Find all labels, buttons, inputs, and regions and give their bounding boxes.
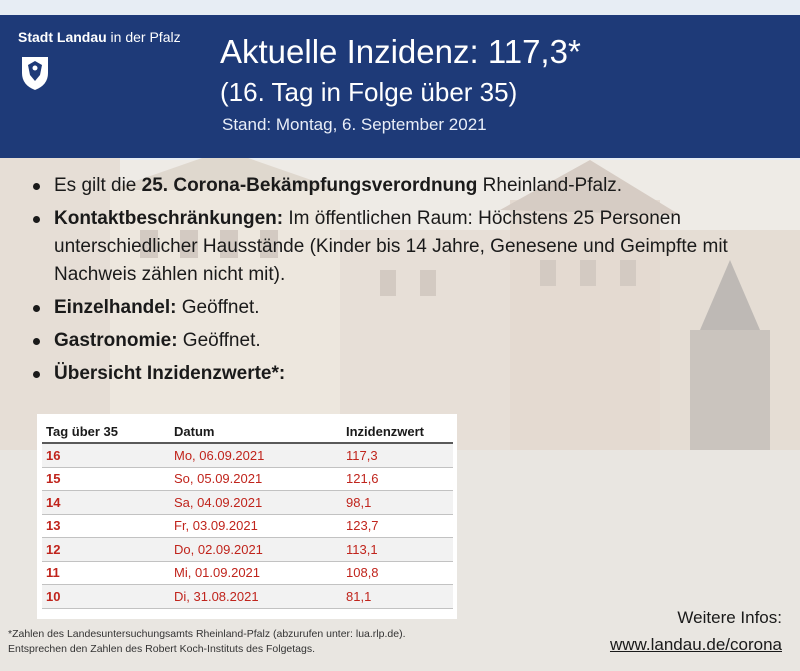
item-bold: Gastronomie: (54, 330, 178, 351)
incidence-table-card (37, 414, 457, 619)
table-row (42, 514, 453, 538)
cell-date: So, 05.09.2021 (170, 467, 342, 491)
cell-day: 10 (42, 585, 170, 609)
footnote-line: Entsprechen den Zahlen des Robert Koch-Instituts des Folgetags. (8, 643, 316, 655)
cell-date: Sa, 04.09.2021 (170, 491, 342, 515)
list-item (0, 205, 790, 289)
list-item (0, 294, 790, 322)
date-stamp: Stand: Montag, 6. September 2021 (222, 115, 487, 134)
footnote-line: *Zahlen des Landesuntersuchungsamts Rheinland-Pfalz (abzurufen unter: lua.rlp.de). (8, 628, 406, 640)
table-row (42, 491, 453, 515)
brand-rest: in der Pfalz (106, 29, 181, 45)
cell-date: Mo, 06.09.2021 (170, 443, 342, 467)
header-banner (0, 15, 800, 158)
page-subtitle: (16. Tag in Folge über 35) (220, 77, 518, 107)
cell-value: 113,1 (342, 538, 453, 562)
cell-date: Di, 31.08.2021 (170, 585, 342, 609)
item-text: Im öffentlichen Raum: Höchstens 25 Personen unterschiedlicher Hausstände (Kinder bis 14 Jahre, Genesene und Geimpfte mit Nachweis zählen nicht mit). (54, 208, 728, 285)
more-info-link[interactable]: www.landau.de/corona (609, 635, 782, 654)
header-cell-value: Inzidenzwert (342, 420, 453, 443)
list-item (0, 360, 790, 388)
item-bold: Kontaktbeschränkungen: (54, 208, 284, 229)
cell-day: 12 (42, 538, 170, 562)
cell-value: 108,8 (342, 561, 453, 585)
more-info (610, 604, 782, 658)
source-footnote (8, 627, 508, 657)
cell-date: Mi, 01.09.2021 (170, 561, 342, 585)
city-crest-icon (20, 53, 50, 91)
table-row (42, 467, 453, 491)
cell-date: Do, 02.09.2021 (170, 538, 342, 562)
more-info-label: Weitere Infos: (677, 608, 782, 627)
table-row (42, 443, 453, 467)
header-cell-day: Tag über 35 (42, 420, 170, 443)
table-row (42, 585, 453, 609)
table-header-row (42, 420, 453, 443)
item-bold: Übersicht Inzidenzwerte*: (54, 363, 286, 384)
cell-day: 14 (42, 491, 170, 515)
cell-day: 13 (42, 514, 170, 538)
rules-list (0, 172, 790, 393)
cell-date: Fr, 03.09.2021 (170, 514, 342, 538)
cell-value: 117,3 (342, 443, 453, 467)
table-row (42, 538, 453, 562)
cell-day: 11 (42, 561, 170, 585)
cell-day: 16 (42, 443, 170, 467)
incidence-table (42, 420, 453, 609)
table-row (42, 561, 453, 585)
item-text: Geöffnet. (176, 297, 260, 318)
item-bold: Einzelhandel: (54, 297, 177, 318)
list-item (0, 327, 790, 355)
header-cell-date: Datum (170, 420, 342, 443)
item-text: Rheinland-Pfalz. (477, 175, 623, 196)
cell-value: 81,1 (342, 585, 453, 609)
page-title: Aktuelle Inzidenz: 117,3* (220, 33, 581, 70)
item-text: Geöffnet. (177, 330, 261, 351)
brand-bold: Stadt Landau (18, 29, 107, 45)
cell-day: 15 (42, 467, 170, 491)
cell-value: 98,1 (342, 491, 453, 515)
city-brand (18, 29, 181, 45)
cell-value: 123,7 (342, 514, 453, 538)
item-bold: 25. Corona-Bekämpfungsverordnung (141, 175, 478, 196)
list-item (0, 172, 790, 200)
cell-value: 121,6 (342, 467, 453, 491)
item-text: Es gilt die (54, 175, 142, 196)
